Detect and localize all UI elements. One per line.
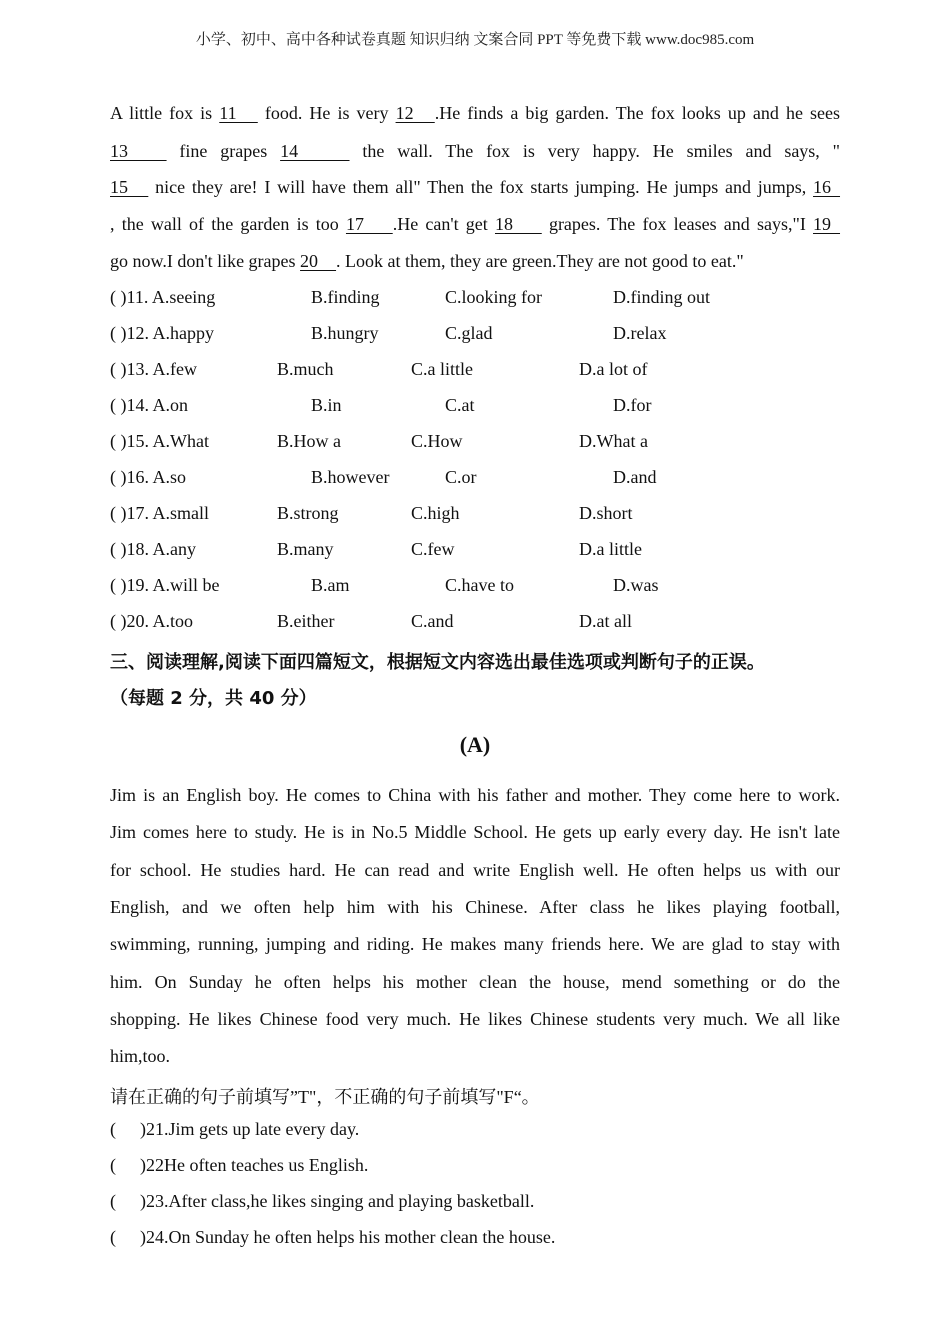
option-b: B.am bbox=[311, 575, 350, 595]
option-b: B.hungry bbox=[311, 323, 379, 343]
question-row bbox=[110, 395, 850, 419]
passage-line: shopping. He likes Chinese food very much. He likes Chinese students very much. We all like bbox=[110, 1008, 840, 1029]
answer-bracket[interactable]: ( bbox=[110, 1155, 116, 1175]
tf-item bbox=[110, 1227, 555, 1248]
tf-item bbox=[110, 1191, 534, 1212]
passage-line: Jim comes here to study. He is in No.5 Middle School. He gets up early every day. He isn't late bbox=[110, 822, 840, 843]
question-number-option-a: ( )13. A.few bbox=[110, 359, 197, 379]
question-row bbox=[110, 575, 850, 599]
tf-statement: )21.Jim gets up late every day. bbox=[140, 1119, 360, 1139]
answer-bracket[interactable]: ( bbox=[110, 1227, 116, 1247]
cloze-text: A little fox is bbox=[110, 103, 220, 123]
cloze-text: . Look at them, they are green.They are not good to eat." bbox=[336, 251, 744, 271]
cloze-line bbox=[110, 103, 840, 124]
cloze-blank[interactable]: 15 bbox=[110, 177, 149, 197]
question-number-option-a: ( )15. A.What bbox=[110, 431, 209, 451]
option-b: B.strong bbox=[277, 503, 339, 523]
option-d: D.short bbox=[579, 503, 633, 523]
cloze-line bbox=[110, 214, 840, 235]
passage-label: (A) bbox=[459, 732, 491, 757]
passage-line: for school. He studies hard. He can read and write English well. He often helps us with our bbox=[110, 859, 840, 880]
option-d: D.What a bbox=[579, 431, 648, 451]
option-d: D.a lot of bbox=[579, 359, 648, 379]
question-number-option-a: ( )12. A.happy bbox=[110, 323, 214, 343]
option-c: C.a little bbox=[411, 359, 473, 379]
cloze-blank[interactable]: 19 bbox=[813, 214, 841, 234]
question-number-option-a: ( )17. A.small bbox=[110, 503, 209, 523]
tf-instruction: 请在正确的句子前填写”T"，不正确的句子前填写"F“。 bbox=[110, 1087, 540, 1107]
option-c: C.How bbox=[411, 431, 463, 451]
cloze-blank[interactable]: 12 bbox=[395, 103, 435, 123]
question-row bbox=[110, 323, 850, 347]
cloze-text: go now.I don't like grapes bbox=[110, 251, 301, 271]
cloze-text: nice they are! I will have them all" Then the fox starts jumping. He jumps and jumps, bbox=[148, 177, 814, 197]
answer-bracket[interactable]: ( bbox=[110, 1191, 116, 1211]
question-row bbox=[110, 431, 850, 455]
section-points: （每题 2 分，共 40 分） bbox=[110, 688, 317, 709]
passage-line: him. On Sunday he often helps his mother clean the house, mend something or do the bbox=[110, 971, 840, 992]
option-d: D.relax bbox=[613, 323, 667, 343]
option-b: B.however bbox=[311, 467, 390, 487]
cloze-blank[interactable]: 17 bbox=[345, 214, 393, 234]
cloze-line bbox=[110, 251, 840, 272]
cloze-line bbox=[110, 177, 840, 198]
answer-bracket[interactable]: ( bbox=[110, 1119, 116, 1139]
option-d: D.at all bbox=[579, 611, 632, 631]
question-row bbox=[110, 503, 850, 527]
option-c: C.or bbox=[445, 467, 477, 487]
option-c: C.at bbox=[445, 395, 475, 415]
cloze-blank[interactable]: 16 bbox=[813, 177, 841, 197]
section-title: 三、阅读理解,阅读下面四篇短文，根据短文内容选出最佳选项或判断句子的正误。 bbox=[110, 652, 765, 673]
question-row bbox=[110, 467, 850, 491]
cloze-text: , the wall of the garden is too bbox=[110, 214, 346, 234]
option-b: B.either bbox=[277, 611, 335, 631]
cloze-text: .He finds a big garden. The fox looks up and he sees bbox=[434, 103, 841, 123]
option-b: B.many bbox=[277, 539, 334, 559]
option-d: D.was bbox=[613, 575, 659, 595]
option-c: C.looking for bbox=[445, 287, 542, 307]
cloze-text: food. He is very bbox=[257, 103, 396, 123]
cloze-text: fine grapes bbox=[166, 141, 281, 161]
passage-line: English, and we often help him with his Chinese. After class he likes playing football, bbox=[110, 896, 840, 917]
passage-line: him,too. bbox=[110, 1046, 171, 1067]
option-d: D.for bbox=[613, 395, 652, 415]
question-number-option-a: ( )16. A.so bbox=[110, 467, 186, 487]
question-number-option-a: ( )11. A.seeing bbox=[110, 287, 216, 307]
option-b: B.in bbox=[311, 395, 342, 415]
cloze-blank[interactable]: 14 bbox=[280, 141, 350, 161]
passage-line: Jim is an English boy. He comes to China with his father and mother. They come here to work. bbox=[110, 785, 840, 805]
question-number-option-a: ( )20. A.too bbox=[110, 611, 193, 631]
cloze-text: grapes. The fox leases and says,"I bbox=[541, 214, 814, 234]
cloze-blank[interactable]: 18 bbox=[494, 214, 542, 234]
option-d: D.finding out bbox=[613, 287, 710, 307]
question-row bbox=[110, 359, 850, 383]
cloze-blank[interactable]: 13 bbox=[110, 141, 167, 161]
tf-item bbox=[110, 1155, 368, 1176]
option-c: C.and bbox=[411, 611, 454, 631]
question-number-option-a: ( )19. A.will be bbox=[110, 575, 220, 595]
option-c: C.few bbox=[411, 539, 455, 559]
cloze-text: the wall. The fox is very happy. He smiles and says, " bbox=[349, 141, 841, 161]
option-d: D.a little bbox=[579, 539, 642, 559]
cloze-blank[interactable]: 11 bbox=[219, 103, 258, 123]
cloze-line bbox=[110, 141, 840, 162]
question-row bbox=[110, 287, 850, 311]
cloze-blank[interactable]: 20 bbox=[300, 251, 337, 271]
option-b: B.much bbox=[277, 359, 334, 379]
question-number-option-a: ( )18. A.any bbox=[110, 539, 196, 559]
option-c: C.glad bbox=[445, 323, 493, 343]
question-row bbox=[110, 611, 850, 635]
option-b: B.How a bbox=[277, 431, 341, 451]
cloze-text: .He can't get bbox=[392, 214, 495, 234]
tf-statement: )23.After class,he likes singing and playing basketball. bbox=[140, 1191, 535, 1211]
question-number-option-a: ( )14. A.on bbox=[110, 395, 188, 415]
question-row bbox=[110, 539, 850, 563]
option-d: D.and bbox=[613, 467, 657, 487]
page-header: 小学、初中、高中各种试卷真题 知识归纳 文案合同 PPT 等免费下载 www.doc985.com bbox=[195, 32, 755, 48]
option-c: C.high bbox=[411, 503, 460, 523]
tf-statement: )24.On Sunday he often helps his mother clean the house. bbox=[140, 1227, 556, 1247]
tf-item bbox=[110, 1119, 359, 1140]
tf-statement: )22He often teaches us English. bbox=[140, 1155, 369, 1175]
option-c: C.have to bbox=[445, 575, 514, 595]
passage-line: swimming, running, jumping and riding. He makes many friends here. We are glad to stay with bbox=[110, 934, 840, 955]
option-b: B.finding bbox=[311, 287, 380, 307]
